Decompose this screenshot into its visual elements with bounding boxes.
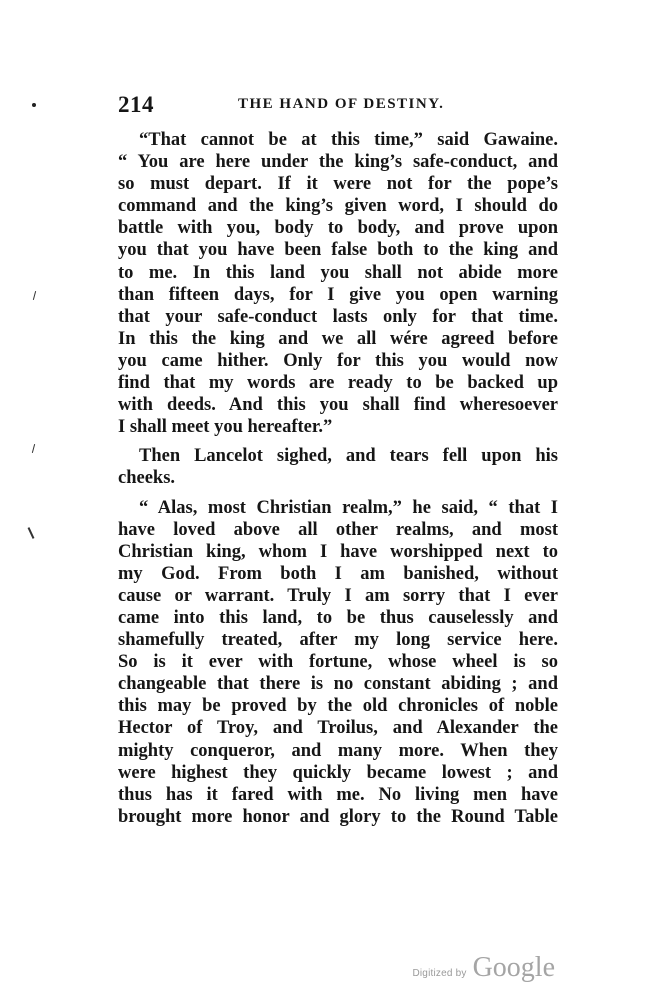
watermark-prefix: Digitized by (412, 968, 467, 979)
text-line: Then Lancelot sighed, and tears fell upon his (139, 446, 558, 467)
page-number: 214 (118, 92, 154, 117)
text-line: than fifteen days, for I give you open warning (118, 284, 558, 305)
margin-dot (32, 103, 36, 107)
text-line: have loved above all other realms, and most (118, 519, 558, 540)
body-text (118, 129, 558, 828)
text-line: mighty conqueror, and many more. When they (118, 740, 558, 761)
text-line: Christian king, whom I have worshipped next to (118, 541, 558, 562)
google-logo: Google (472, 952, 555, 983)
margin-mark (33, 291, 36, 300)
text-line: that your safe-conduct lasts only for that time. (118, 306, 558, 327)
text-line: cheeks. (118, 468, 176, 489)
text-line: brought more honor and glory to the Round Table (118, 806, 558, 827)
text-line: “ You are here under the king’s safe-conduct, and (118, 152, 558, 173)
text-line: thus has it fared with me. No living men have (118, 784, 558, 805)
digitized-watermark (412, 952, 555, 984)
page-header (118, 92, 558, 118)
text-line: came into this land, to be thus causelessly and (118, 607, 558, 628)
text-line: you that you have been false both to the king and (118, 240, 558, 261)
text-line: changeable that there is no constant abiding ; and (118, 674, 558, 695)
text-line: to me. In this land you shall not abide more (118, 262, 558, 283)
text-line: cause or warrant. Truly I am sorry that I ever (118, 585, 558, 606)
text-line: Hector of Troy, and Troilus, and Alexander the (118, 718, 558, 739)
paragraph-gap (118, 490, 558, 497)
text-line: find that my words are ready to be backed up (118, 373, 558, 394)
text-line: command and the king’s given word, I should do (118, 196, 558, 217)
text-line: So is it ever with fortune, whose wheel is so (118, 652, 558, 673)
text-line: I shall meet you hereafter.” (118, 417, 333, 438)
text-line: In this the king and we all wére agreed before (118, 328, 558, 349)
text-line: this may be proved by the old chronicles of noble (118, 696, 558, 717)
text-line: “ Alas, most Christian realm,” he said, “ that I (139, 497, 558, 518)
text-line: with deeds. And this you shall find wheresoever (118, 395, 558, 416)
text-line: “That cannot be at this time,” said Gawaine. (139, 130, 558, 150)
text-line: battle with you, body to body, and prove upon (118, 218, 558, 239)
text-line: you came hither. Only for this you would now (118, 350, 558, 371)
text-line: shamefully treated, after my long service here. (118, 630, 558, 651)
paragraph-gap (118, 438, 558, 445)
running-head: THE HAND OF DESTINY. (238, 96, 445, 112)
text-line: so must depart. If it were not for the pope’s (118, 174, 558, 195)
text-line: were highest they quickly became lowest ; and (118, 762, 558, 783)
margin-mark (28, 527, 35, 539)
text-line: my God. From both I am banished, without (118, 563, 558, 584)
margin-mark (32, 444, 35, 453)
